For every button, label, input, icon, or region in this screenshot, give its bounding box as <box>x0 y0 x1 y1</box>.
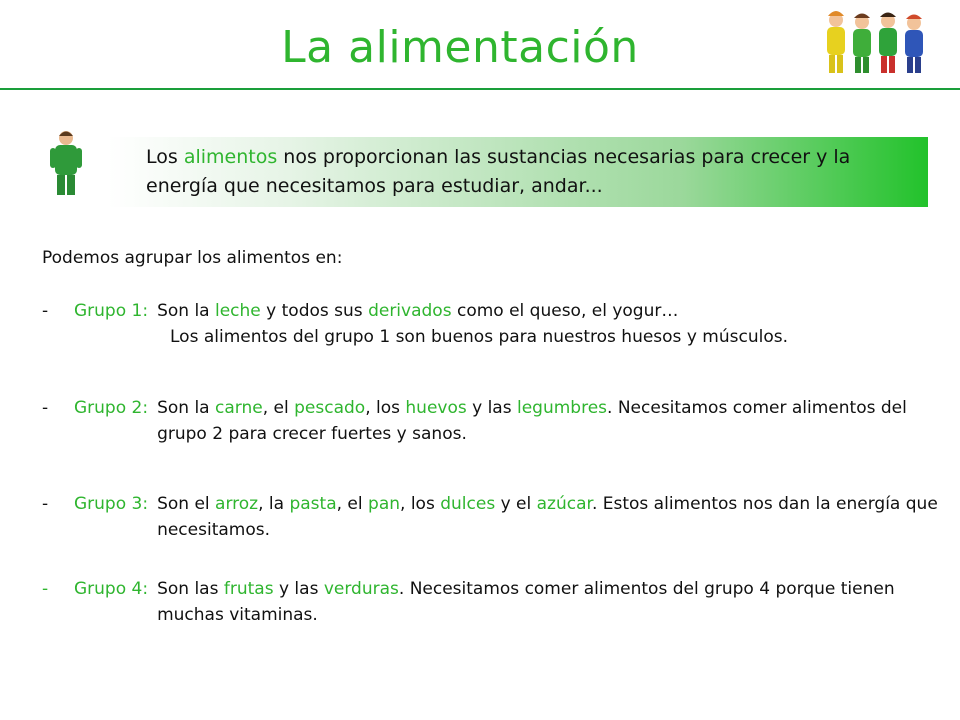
group-label: Grupo 1: <box>74 301 149 321</box>
page-title: La alimentación <box>281 22 639 73</box>
children-figures-icon <box>818 6 936 78</box>
group-description: Son la carne, el pescado, los huevos y las legumbres. Necesitamos comer alimentos del grupo 2 para crecer fuertes y sanos. <box>157 398 907 444</box>
list-dash: - <box>42 398 49 418</box>
child-blue-figure <box>905 15 923 74</box>
title-divider <box>0 88 960 90</box>
child-yellow-figure <box>827 11 845 73</box>
banner-text: Los alimentos nos proporcionan las sustancias necesarias para crecer y la energía que necesitamos para estudiar, andar... <box>146 146 851 197</box>
group-description: Son la leche y todos sus derivados como el queso, el yogur… <box>157 301 679 321</box>
group-label: Grupo 2: <box>74 398 149 418</box>
child-red-figure <box>879 13 897 74</box>
group-item <box>42 298 942 350</box>
group-label: Grupo 4: <box>74 579 149 599</box>
group-description: Son el arroz, la pasta, el pan, los dulces y el azúcar. Estos alimentos nos dan la energía que necesitamos. <box>157 494 938 540</box>
group-label: Grupo 3: <box>74 494 149 514</box>
group-item <box>42 395 942 447</box>
group-item <box>42 491 942 543</box>
green-figure-icon <box>46 128 86 198</box>
group-continuation: Los alimentos del grupo 1 son buenos para nuestros huesos y músculos. <box>170 327 788 347</box>
list-dash: - <box>42 494 49 514</box>
group-item <box>42 576 942 628</box>
child-green-figure <box>853 14 871 74</box>
intro-text: Podemos agrupar los alimentos en: <box>42 248 343 268</box>
group-description: Son las frutas y las verduras. Necesitamos comer alimentos del grupo 4 porque tienen muchas vitaminas. <box>157 579 895 625</box>
list-dash: - <box>42 579 49 599</box>
list-dash: - <box>42 301 49 321</box>
